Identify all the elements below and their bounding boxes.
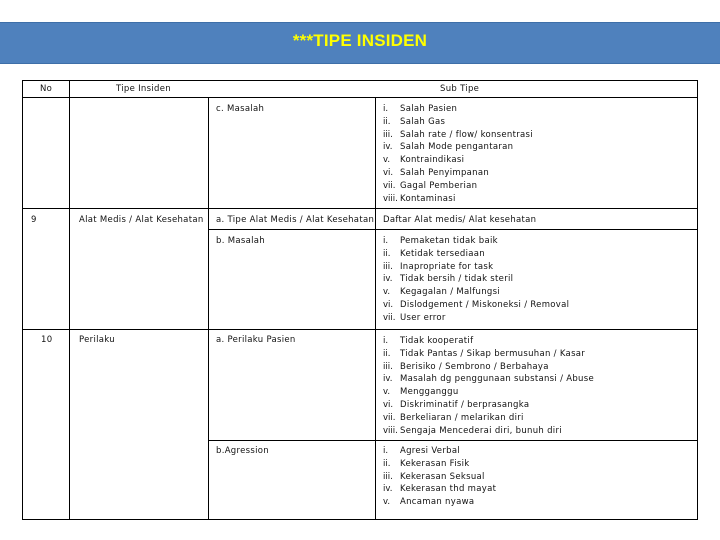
row2-subtype: a. Tipe Alat Medis / Alat Kesehatan [216,215,375,225]
list-item-number: v. [383,155,391,166]
header-divider [22,97,698,98]
list-item-number: i. [383,236,389,246]
list-item: Kekerasan Fisik [400,458,470,469]
list-item-number: v. [383,387,391,398]
col-divider-2 [208,97,209,520]
list-item: Berisiko / Sembrono / Berbahaya [400,361,549,372]
list-item-number: ii. [383,116,391,127]
list-item: Mengganggu [400,387,459,398]
list-item: Masalah dg penggunaan substansi / Abuse [400,374,594,385]
header-no: No [40,84,53,94]
list-item: Salah rate / flow/ konsentrasi [400,129,533,140]
list-item: Pemaketan tidak baik [400,236,498,246]
header-tipe-insiden: Tipe Insiden [116,84,171,94]
list-item: Salah Gas [400,116,446,127]
row4-number: 10 [41,335,53,345]
list-item: Gagal Pemberian [400,180,478,191]
list-item-number: iv. [383,484,393,495]
list-item-number: ii. [383,348,391,359]
list-item-number: vii. [383,412,396,423]
list-item-number: i. [383,336,389,346]
row5-subtype: b.Agression [216,446,269,456]
list-item-number: iii. [383,361,393,372]
col-divider-1 [69,80,70,520]
row2-incident-type: Alat Medis / Alat Kesehatan [79,215,204,225]
list-item: Ketidak tersediaan [400,248,485,259]
list-item-number: vii. [383,312,396,323]
list-item-number: viii. [383,193,398,204]
list-item-number: viii. [383,425,398,436]
list-item: Kegagalan / Malfungsi [400,287,500,298]
list-item: Salah Mode pengantaran [400,142,514,153]
page-title: ***TIPE INSIDEN [292,31,428,50]
row2-number: 9 [31,215,37,225]
list-item-number: i. [383,446,389,456]
row-divider-2 [208,229,698,230]
table-border-left [22,80,23,520]
list-item: Agresi Verbal [400,446,460,456]
list-item-number: vi. [383,400,394,410]
list-item: Tidak Pantas / Sikap bermusuhan / Kasar [400,348,586,359]
list-item-number: iii. [383,129,393,140]
list-item: Kekerasan Seksual [400,471,485,482]
row-divider-4 [208,440,698,441]
list-item: Diskriminatif / berprasangka [400,400,530,410]
row3-subtype: b. Masalah [216,236,265,246]
list-item-number: ii. [383,458,391,469]
list-item-number: ii. [383,248,391,259]
list-item-number: iv. [383,142,393,153]
table-border-bottom [22,519,698,520]
list-item-number: v. [383,497,391,508]
list-item-number: iii. [383,471,393,482]
list-item-number: i. [383,104,389,114]
list-item: Tidak bersih / tidak steril [400,274,514,285]
list-item: Kontaminasi [400,193,456,204]
row-divider-1 [22,208,698,209]
table-border-top [22,80,698,81]
row4-incident-type: Perilaku [79,335,115,345]
list-item: Berkeliaran / melarikan diri [400,412,524,423]
list-item-number: vi. [383,168,394,178]
list-item: Salah Penyimpanan [400,168,490,178]
list-item: User error [400,312,446,323]
list-item: Sengaja Mencederai diri, bunuh diri [400,425,562,436]
list-item: Tidak kooperatif [400,336,474,346]
list-item-number: iv. [383,274,393,285]
list-item-number: vii. [383,180,396,191]
col-divider-3 [375,97,376,520]
header-sub-tipe: Sub Tipe [440,84,480,94]
list-item: Kekerasan thd mayat [400,484,497,495]
list-item: Dislodgement / Miskoneksi / Removal [400,300,570,310]
incident-type-table [22,80,698,520]
list-item: Inapropriate for task [400,261,494,272]
list-item-number: v. [383,287,391,298]
row-divider-3 [22,329,698,330]
row1-subtype: c. Masalah [216,104,265,114]
list-item: Salah Pasien [400,104,458,114]
list-item-number: iv. [383,374,393,385]
row4-subtype: a. Perilaku Pasien [216,335,296,345]
list-item: Ancaman nyawa [400,497,475,508]
list-item: Kontraindikasi [400,155,465,166]
table-border-right [697,80,698,520]
list-item-number: iii. [383,261,393,272]
row2-detail: Daftar Alat medis/ Alat kesehatan [383,215,537,225]
list-item-number: vi. [383,300,394,310]
